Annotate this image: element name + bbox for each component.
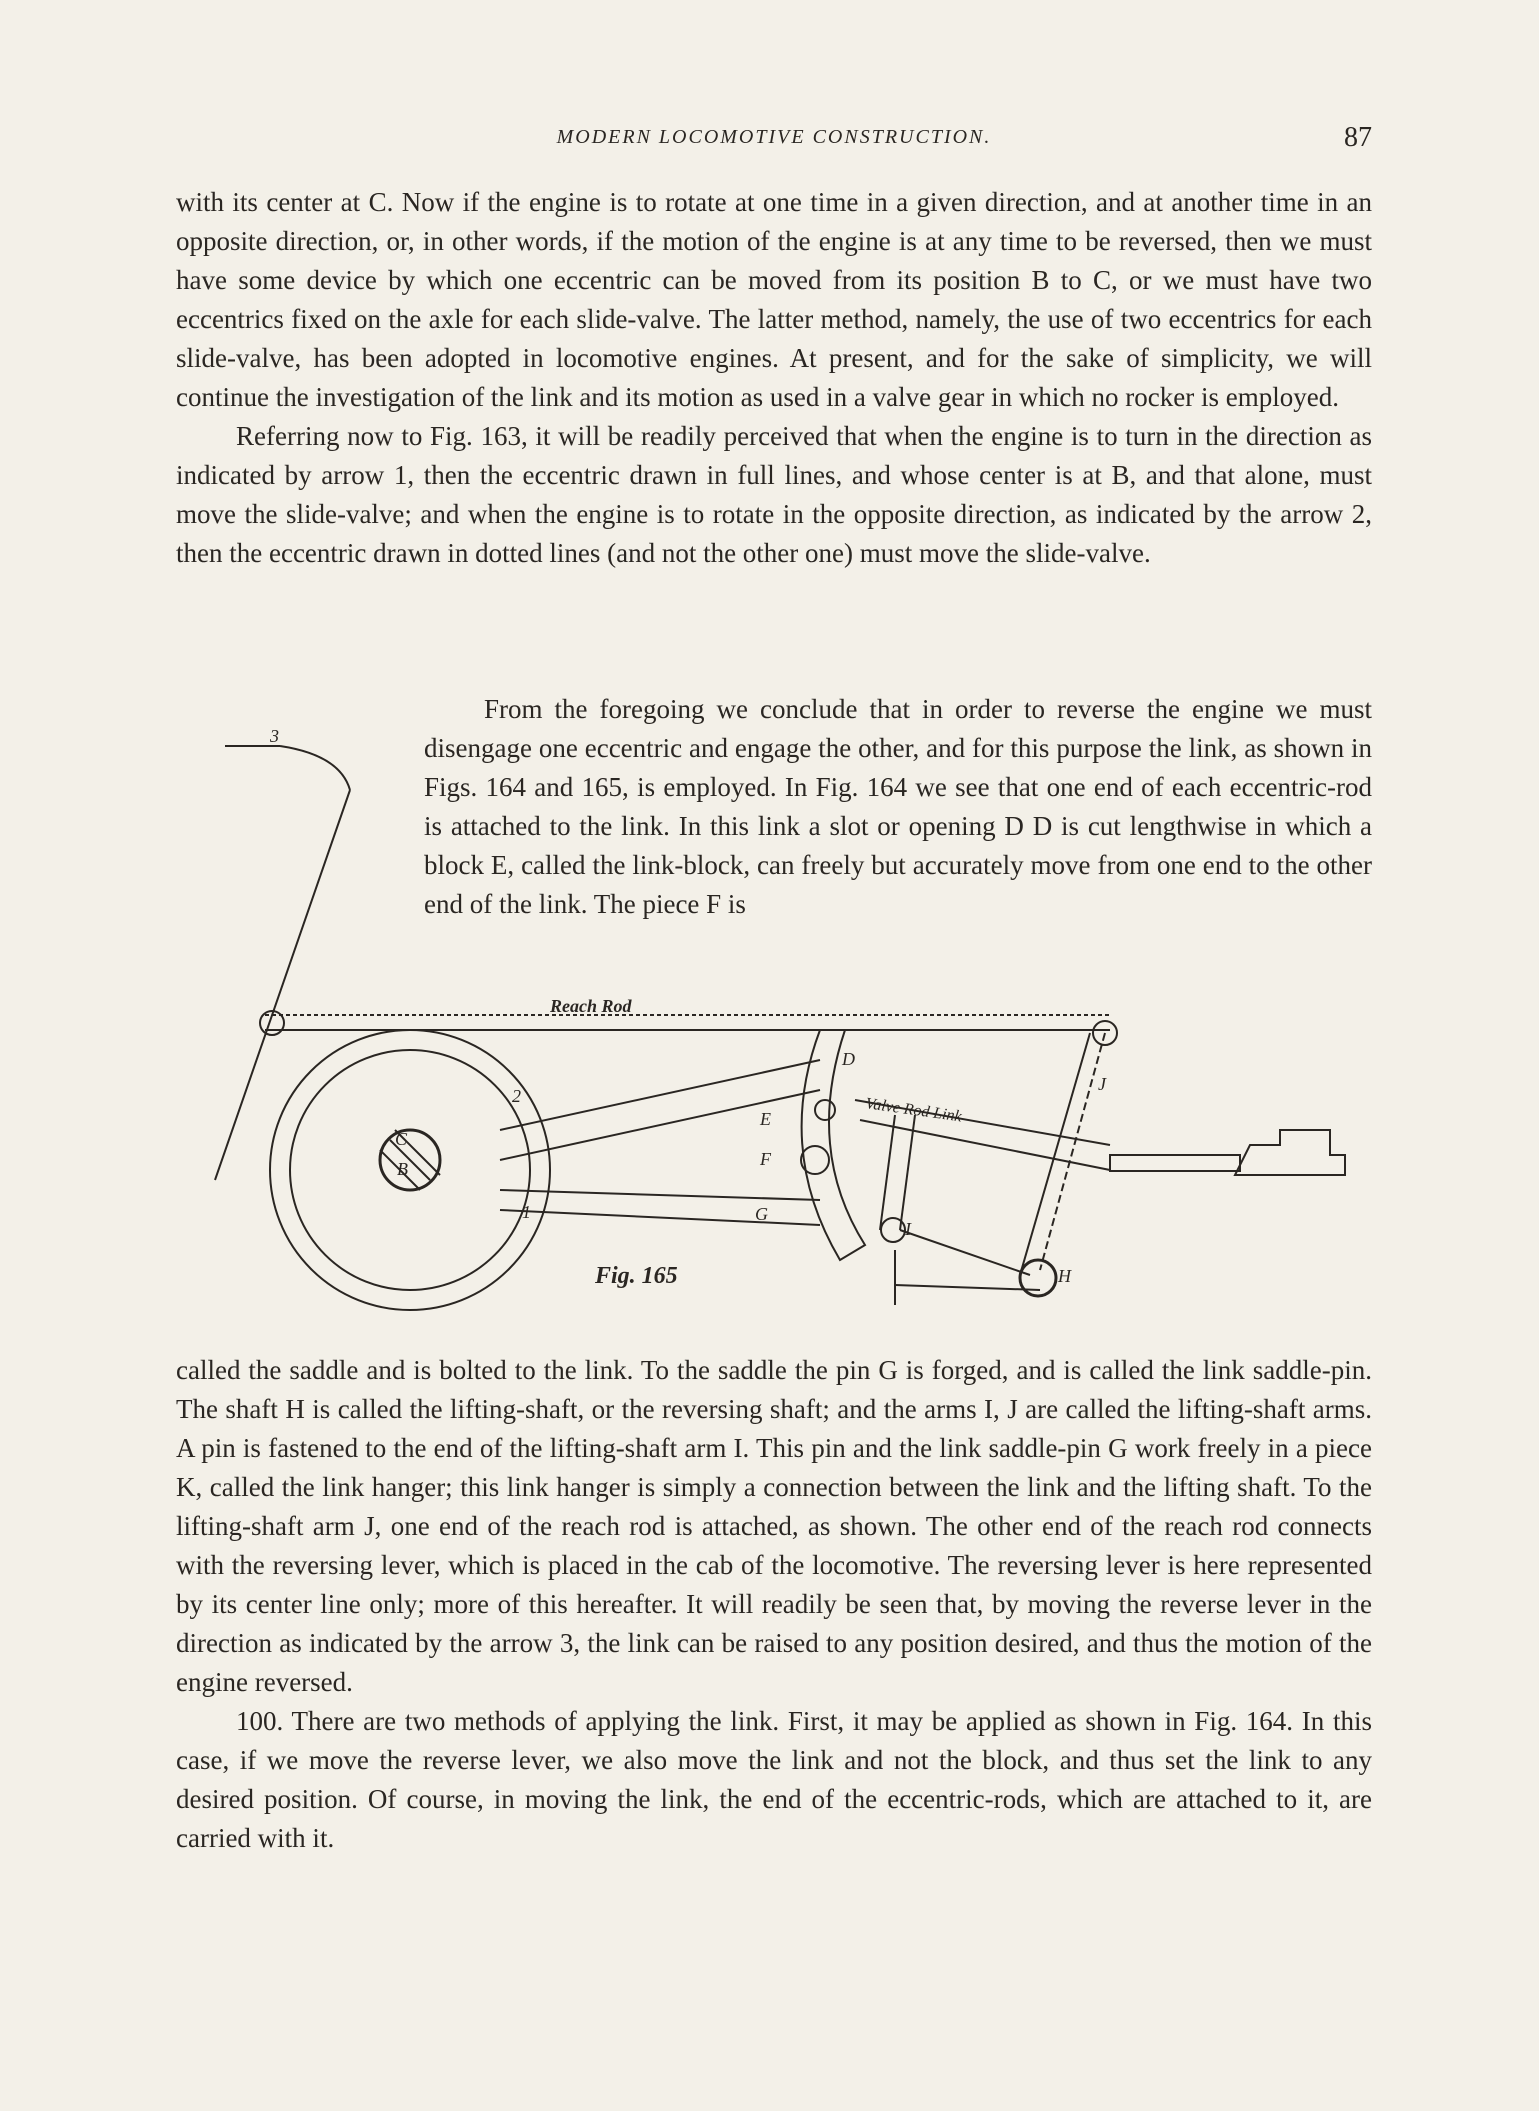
eccentric-strap-inner	[290, 1050, 530, 1290]
label-valve-rod-link: Valve Rod Link	[864, 1095, 963, 1126]
page-number: 87	[1344, 122, 1372, 153]
paragraph-2: Referring now to Fig. 163, it will be readily perceived that when the engine is to turn in the direction as indicated by arrow 1, then the eccentric drawn in full lines, and whose center is at B, and that alone, must move the slide-valve; and when the engine is to rotate in the opposite direction, as indicated by the arrow 2, then the eccentric drawn in dotted lines (and not the other one) must move the slide-valve.	[176, 421, 1372, 568]
label-arrow-3: 3	[270, 730, 279, 746]
valve-rod-bottom	[860, 1120, 1110, 1170]
label-h: H	[1058, 1266, 1071, 1286]
saddle-pin-g	[801, 1146, 829, 1174]
reverse-lever-line	[215, 790, 350, 1180]
label-e: E	[760, 1109, 771, 1129]
label-f: F	[760, 1149, 771, 1169]
running-head	[176, 122, 1372, 162]
lifting-arm-i	[900, 1230, 1030, 1275]
label-i: I	[905, 1219, 911, 1239]
label-c: C	[395, 1129, 408, 1149]
label-d: D	[842, 1049, 855, 1069]
paragraph-1: with its center at C. Now if the engine is to rotate at one time in a given direction, and at another time in an opposite direction, or, in other words, if the motion of the engine is at any time to be reversed, then we must have some device by which one eccentric can be moved from its position B to C, or we must have two eccentrics fixed on the axle for each slide-valve. The latter method, namely, the use of two eccentrics for each slide-valve, has been adopted in locomotive engines. At present, and for the sake of simplicity, we will continue the investigation of the link and its motion as used in a valve gear in which no rocker is employed.	[176, 187, 1372, 412]
valve-rod-end	[1110, 1155, 1240, 1171]
figure-165-diagram	[200, 730, 1350, 1330]
paragraph-5: 100. There are two methods of applying the link. First, it may be applied as shown in Fig. 164. In this case, if we move the reverse lever, we also move the link and not the block, and thus set the link to any desired position. Of course, in moving the link, the end of the eccentric-rods, which are attached to it, are carried with it.	[176, 1706, 1372, 1853]
running-title: MODERN LOCOMOTIVE CONSTRUCTION.	[556, 126, 992, 148]
label-b: B	[397, 1159, 408, 1179]
paragraph-3: From the foregoing we conclude that in order to reverse the engine we must disengage one eccentric and engage the other, and for this purpose the link, as shown in Figs. 164 and 165, is employed. In Fig. 164 we see that one end of each eccentric-rod is attached to the link. In this link a slot or opening D D is cut lengthwise in which a block E, called the link-block, can freely but accurately move from one end to the other end of the link. The piece F is	[424, 694, 1372, 919]
label-arrow-2: 2	[512, 1086, 521, 1106]
text-top	[176, 183, 1372, 573]
link-hanger	[880, 1115, 895, 1230]
label-j: J	[1098, 1074, 1106, 1094]
text-bottom	[176, 1351, 1372, 1858]
paragraph-4: called the saddle and is bolted to the link. To the saddle the pin G is forged, and is called the link saddle-pin. The shaft H is called the lifting-shaft, or the reversing shaft; and the arms I, J are called the lifting-shaft arms. A pin is fastened to the end of the lifting-shaft arm I. This pin and the link saddle-pin G work freely in a piece K, called the link hanger; this link hanger is simply a connection between the link and the lifting shaft. To the lifting-shaft arm J, one end of the reach rod is attached, as shown. The other end of the reach rod connects with the reversing lever, which is placed in the cab of the locomotive. The reversing lever is here represented by its center line only; more of this hereafter. It will readily be seen that, by moving the reverse lever in the direction as indicated by the arrow 3, the link can be raised to any position desired, and thus the motion of the engine reversed.	[176, 1355, 1372, 1697]
eccentric-rod-upper	[500, 1060, 820, 1130]
slide-valve	[1235, 1130, 1345, 1175]
label-reach-rod: Reach Rod	[550, 996, 632, 1016]
figure-caption: Fig. 165	[595, 1263, 678, 1289]
link-block-e	[815, 1100, 835, 1120]
arrow-3-curve	[280, 746, 350, 790]
eccentric-strap-outer	[270, 1030, 550, 1310]
label-arrow-1: 1	[522, 1202, 531, 1222]
label-g: G	[755, 1204, 768, 1224]
lifting-arm-j	[1040, 1033, 1105, 1270]
